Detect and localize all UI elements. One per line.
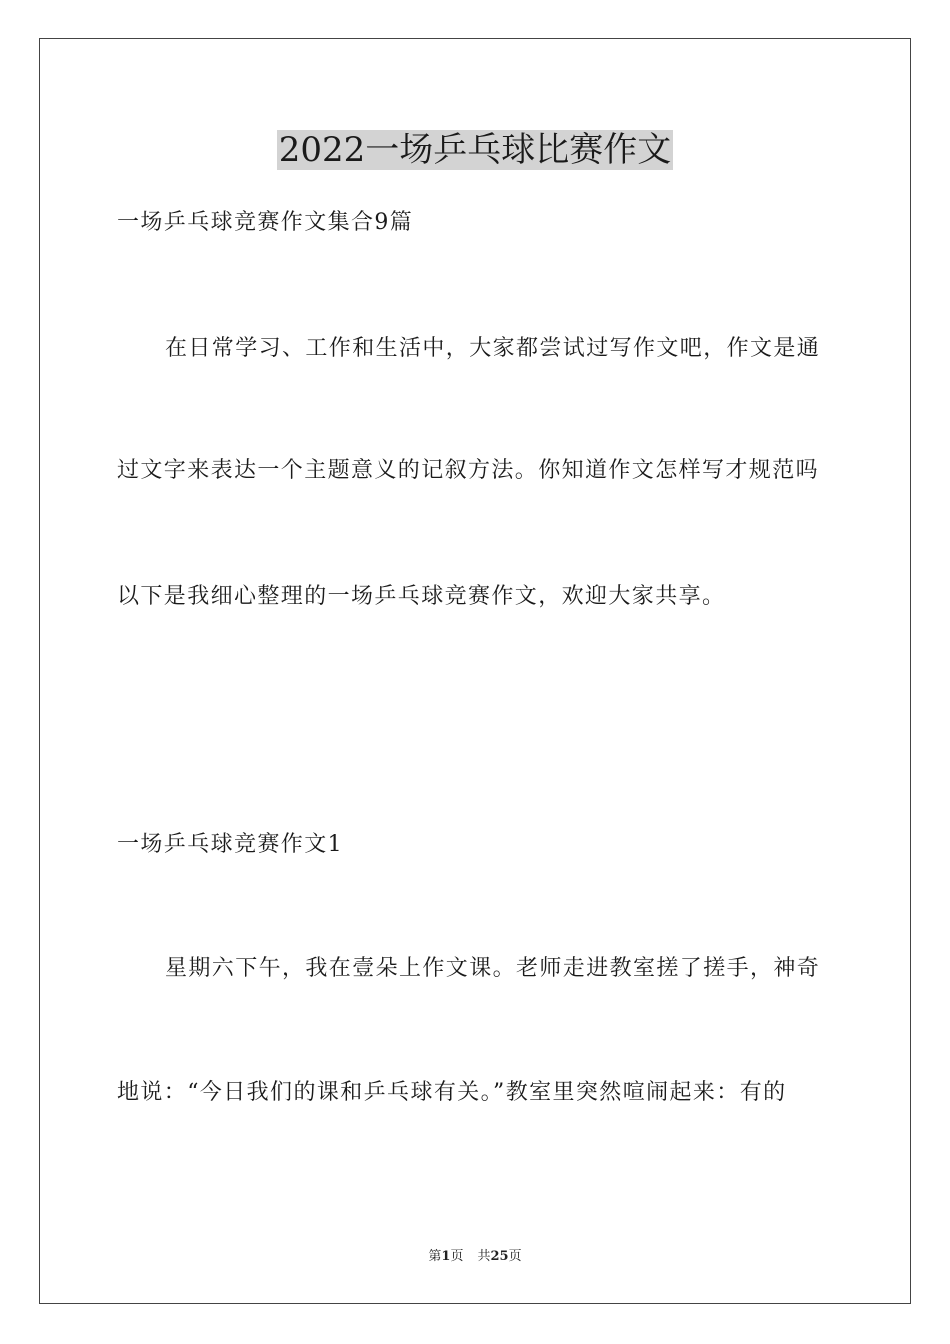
intro-paragraph-line-2: 过文字来表达一个主题意义的记叙方法。你知道作文怎样写才规范吗 [117, 458, 820, 483]
body-paragraph-line-1: 星期六下午，我在壹朵上作文课。老师走进教室搓了搓手，神奇 [165, 956, 821, 981]
footer-page-prefix: 第 [428, 1249, 442, 1264]
document-subtitle: 一场乒乓球竞赛作文集合9篇 [117, 210, 414, 235]
intro-paragraph-line-1: 在日常学习、工作和生活中，大家都尝试过写作文吧，作文是通 [165, 336, 821, 361]
document-title [0, 128, 950, 172]
section-heading: 一场乒乓球竞赛作文1 [117, 832, 343, 857]
footer-page-current: 1 [441, 1249, 451, 1264]
footer-total-prefix: 共 [477, 1249, 491, 1264]
body-paragraph-line-2: 地说：“今日我们的课和乒乓球有关。”教室里突然喧闹起来：有的 [117, 1080, 787, 1105]
intro-paragraph-line-3: 以下是我细心整理的一场乒乓球竞赛作文，欢迎大家共享。 [117, 584, 726, 609]
footer-page-total: 25 [490, 1249, 509, 1264]
page-footer [0, 1248, 950, 1266]
footer-total-unit: 页 [508, 1249, 522, 1264]
footer-page-unit: 页 [450, 1249, 464, 1264]
document-title-text: 2022一场乒乓球比赛作文 [278, 130, 672, 170]
